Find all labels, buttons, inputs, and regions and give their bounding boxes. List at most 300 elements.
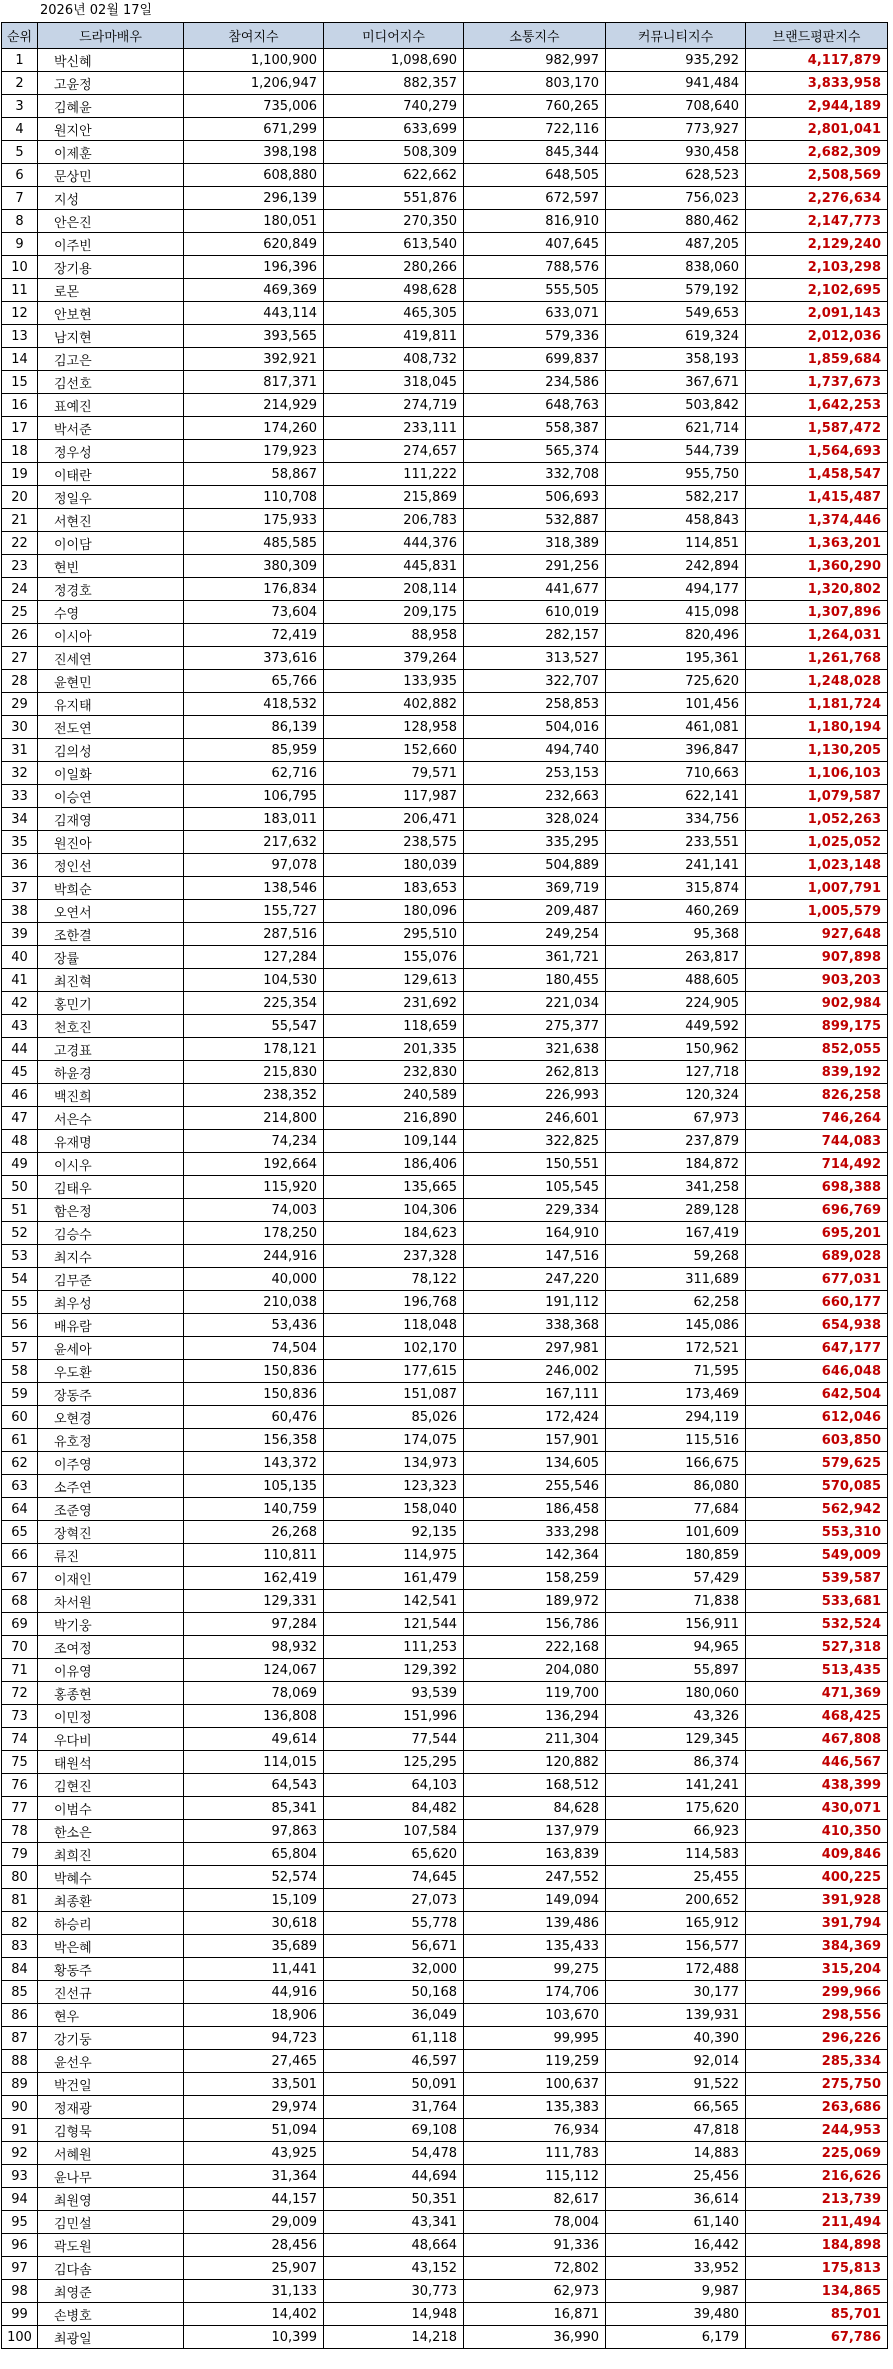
actor-name-cell: 김혜윤 [38,95,184,118]
community-cell: 195,361 [606,647,746,670]
rank-cell: 45 [2,1061,38,1084]
participation-cell: 392,921 [184,348,324,371]
participation-cell: 1,206,947 [184,72,324,95]
brand-index-cell: 579,625 [746,1452,888,1475]
participation-cell: 127,284 [184,946,324,969]
rank-cell: 49 [2,1153,38,1176]
header-media: 미디어지수 [324,23,464,49]
actor-name-cell: 이시우 [38,1153,184,1176]
ranking-table [1,22,888,2349]
communication-cell: 246,601 [464,1107,606,1130]
community-cell: 101,456 [606,693,746,716]
media-cell: 238,575 [324,831,464,854]
community-cell: 458,843 [606,509,746,532]
community-cell: 180,060 [606,1682,746,1705]
community-cell: 59,268 [606,1245,746,1268]
participation-cell: 105,135 [184,1475,324,1498]
participation-cell: 62,716 [184,762,324,785]
community-cell: 36,614 [606,2188,746,2211]
media-cell: 445,831 [324,555,464,578]
brand-index-cell: 1,180,194 [746,716,888,739]
participation-cell: 210,038 [184,1291,324,1314]
brand-index-cell: 315,204 [746,1958,888,1981]
participation-cell: 143,372 [184,1452,324,1475]
media-cell: 158,040 [324,1498,464,1521]
community-cell: 233,551 [606,831,746,854]
participation-cell: 214,800 [184,1107,324,1130]
communication-cell: 157,901 [464,1429,606,1452]
rank-cell: 57 [2,1337,38,1360]
table-row [2,1383,888,1406]
community-cell: 101,609 [606,1521,746,1544]
table-row [2,2027,888,2050]
participation-cell: 150,836 [184,1360,324,1383]
participation-cell: 150,836 [184,1383,324,1406]
table-row [2,417,888,440]
brand-index-cell: 839,192 [746,1061,888,1084]
table-header-row [2,23,888,49]
participation-cell: 138,546 [184,877,324,900]
participation-cell: 55,547 [184,1015,324,1038]
brand-index-cell: 244,953 [746,2119,888,2142]
media-cell: 882,357 [324,72,464,95]
actor-name-cell: 이시아 [38,624,184,647]
brand-index-cell: 570,085 [746,1475,888,1498]
participation-cell: 225,354 [184,992,324,1015]
rank-cell: 67 [2,1567,38,1590]
table-row [2,2073,888,2096]
table-row [2,440,888,463]
table-row [2,1337,888,1360]
table-row [2,1567,888,1590]
actor-name-cell: 고윤정 [38,72,184,95]
communication-cell: 119,700 [464,1682,606,1705]
rank-cell: 30 [2,716,38,739]
community-cell: 9,987 [606,2280,746,2303]
table-row [2,2004,888,2027]
community-cell: 172,521 [606,1337,746,1360]
participation-cell: 115,920 [184,1176,324,1199]
brand-index-cell: 467,808 [746,1728,888,1751]
media-cell: 206,471 [324,808,464,831]
brand-index-cell: 539,587 [746,1567,888,1590]
table-row [2,1659,888,1682]
participation-cell: 31,133 [184,2280,324,2303]
media-cell: 55,778 [324,1912,464,1935]
media-cell: 44,694 [324,2165,464,2188]
brand-index-cell: 1,737,673 [746,371,888,394]
participation-cell: 85,341 [184,1797,324,1820]
actor-name-cell: 박은혜 [38,1935,184,1958]
header-rank: 순위 [2,23,38,49]
communication-cell: 76,934 [464,2119,606,2142]
communication-cell: 209,487 [464,900,606,923]
communication-cell: 504,889 [464,854,606,877]
actor-name-cell: 유호정 [38,1429,184,1452]
table-row [2,1705,888,1728]
media-cell: 27,073 [324,1889,464,1912]
table-row [2,2188,888,2211]
communication-cell: 494,740 [464,739,606,762]
rank-cell: 3 [2,95,38,118]
community-cell: 955,750 [606,463,746,486]
media-cell: 177,615 [324,1360,464,1383]
rank-cell: 37 [2,877,38,900]
community-cell: 935,292 [606,49,746,72]
rank-cell: 60 [2,1406,38,1429]
community-cell: 6,179 [606,2326,746,2349]
table-row [2,1176,888,1199]
brand-index-cell: 660,177 [746,1291,888,1314]
media-cell: 31,764 [324,2096,464,2119]
participation-cell: 10,399 [184,2326,324,2349]
actor-name-cell: 김형묵 [38,2119,184,2142]
communication-cell: 99,275 [464,1958,606,1981]
media-cell: 274,657 [324,440,464,463]
communication-cell: 135,433 [464,1935,606,1958]
community-cell: 241,141 [606,854,746,877]
media-cell: 64,103 [324,1774,464,1797]
table-date: 2026년 02월 17일 [40,3,153,18]
participation-cell: 104,530 [184,969,324,992]
actor-name-cell: 하승리 [38,1912,184,1935]
communication-cell: 579,336 [464,325,606,348]
community-cell: 25,456 [606,2165,746,2188]
participation-cell: 64,543 [184,1774,324,1797]
header-actor: 드라마배우 [38,23,184,49]
table-row [2,670,888,693]
actor-name-cell: 로몬 [38,279,184,302]
actor-name-cell: 최광일 [38,2326,184,2349]
rank-cell: 25 [2,601,38,624]
media-cell: 79,571 [324,762,464,785]
media-cell: 133,935 [324,670,464,693]
community-cell: 173,469 [606,1383,746,1406]
brand-index-cell: 744,083 [746,1130,888,1153]
brand-index-cell: 612,046 [746,1406,888,1429]
communication-cell: 258,853 [464,693,606,716]
actor-name-cell: 박서준 [38,417,184,440]
brand-index-cell: 2,012,036 [746,325,888,348]
actor-name-cell: 소주연 [38,1475,184,1498]
participation-cell: 44,916 [184,1981,324,2004]
media-cell: 402,882 [324,693,464,716]
community-cell: 16,442 [606,2234,746,2257]
community-cell: 94,965 [606,1636,746,1659]
rank-cell: 58 [2,1360,38,1383]
communication-cell: 803,170 [464,72,606,95]
brand-index-cell: 1,007,791 [746,877,888,900]
actor-name-cell: 조한결 [38,923,184,946]
rank-cell: 46 [2,1084,38,1107]
communication-cell: 82,617 [464,2188,606,2211]
communication-cell: 119,259 [464,2050,606,2073]
brand-index-cell: 67,786 [746,2326,888,2349]
table-row [2,578,888,601]
brand-index-cell: 1,052,263 [746,808,888,831]
communication-cell: 234,586 [464,371,606,394]
brand-index-cell: 746,264 [746,1107,888,1130]
communication-cell: 137,979 [464,1820,606,1843]
media-cell: 50,351 [324,2188,464,2211]
media-cell: 93,539 [324,1682,464,1705]
table-row [2,279,888,302]
community-cell: 77,684 [606,1498,746,1521]
participation-cell: 97,863 [184,1820,324,1843]
media-cell: 151,087 [324,1383,464,1406]
table-row [2,1245,888,1268]
brand-index-cell: 298,556 [746,2004,888,2027]
table-row [2,532,888,555]
brand-index-cell: 184,898 [746,2234,888,2257]
community-cell: 114,583 [606,1843,746,1866]
actor-name-cell: 정인선 [38,854,184,877]
actor-name-cell: 정우성 [38,440,184,463]
communication-cell: 168,512 [464,1774,606,1797]
actor-name-cell: 현빈 [38,555,184,578]
rank-cell: 9 [2,233,38,256]
rank-cell: 20 [2,486,38,509]
table-row [2,1935,888,1958]
actor-name-cell: 한소은 [38,1820,184,1843]
participation-cell: 178,121 [184,1038,324,1061]
brand-index-cell: 2,091,143 [746,302,888,325]
rank-cell: 31 [2,739,38,762]
community-cell: 628,523 [606,164,746,187]
participation-cell: 60,476 [184,1406,324,1429]
table-row [2,923,888,946]
actor-name-cell: 홍종현 [38,1682,184,1705]
communication-cell: 134,605 [464,1452,606,1475]
rank-cell: 22 [2,532,38,555]
table-row [2,1889,888,1912]
brand-index-cell: 1,264,031 [746,624,888,647]
media-cell: 151,996 [324,1705,464,1728]
table-row [2,808,888,831]
actor-name-cell: 장혁진 [38,1521,184,1544]
table-row [2,624,888,647]
media-cell: 295,510 [324,923,464,946]
media-cell: 69,108 [324,2119,464,2142]
community-cell: 549,653 [606,302,746,325]
actor-name-cell: 남지현 [38,325,184,348]
media-cell: 208,114 [324,578,464,601]
rank-cell: 74 [2,1728,38,1751]
brand-index-cell: 410,350 [746,1820,888,1843]
communication-cell: 407,645 [464,233,606,256]
rank-cell: 23 [2,555,38,578]
table-row [2,2165,888,2188]
communication-cell: 699,837 [464,348,606,371]
participation-cell: 380,309 [184,555,324,578]
communication-cell: 211,304 [464,1728,606,1751]
media-cell: 152,660 [324,739,464,762]
participation-cell: 11,441 [184,1958,324,1981]
community-cell: 294,119 [606,1406,746,1429]
rank-cell: 14 [2,348,38,371]
brand-index-cell: 1,261,768 [746,647,888,670]
table-row [2,1268,888,1291]
participation-cell: 373,616 [184,647,324,670]
community-cell: 838,060 [606,256,746,279]
brand-index-cell: 1,458,547 [746,463,888,486]
rank-cell: 42 [2,992,38,1015]
participation-cell: 671,299 [184,118,324,141]
community-cell: 172,488 [606,1958,746,1981]
brand-index-cell: 430,071 [746,1797,888,1820]
actor-name-cell: 천호진 [38,1015,184,1038]
participation-cell: 35,689 [184,1935,324,1958]
rank-cell: 61 [2,1429,38,1452]
rank-cell: 89 [2,2073,38,2096]
community-cell: 334,756 [606,808,746,831]
actor-name-cell: 배유람 [38,1314,184,1337]
community-cell: 165,912 [606,1912,746,1935]
actor-name-cell: 최우성 [38,1291,184,1314]
rank-cell: 98 [2,2280,38,2303]
participation-cell: 817,371 [184,371,324,394]
communication-cell: 332,708 [464,463,606,486]
actor-name-cell: 황동주 [38,1958,184,1981]
rank-cell: 40 [2,946,38,969]
table-row [2,1291,888,1314]
table-row [2,1728,888,1751]
community-cell: 114,851 [606,532,746,555]
rank-cell: 65 [2,1521,38,1544]
participation-cell: 53,436 [184,1314,324,1337]
community-cell: 14,883 [606,2142,746,2165]
actor-name-cell: 이주영 [38,1452,184,1475]
rank-cell: 26 [2,624,38,647]
actor-name-cell: 장률 [38,946,184,969]
communication-cell: 291,256 [464,555,606,578]
table-row [2,1682,888,1705]
media-cell: 129,613 [324,969,464,992]
brand-index-cell: 400,225 [746,1866,888,1889]
actor-name-cell: 조준영 [38,1498,184,1521]
table-row [2,509,888,532]
brand-index-cell: 1,106,103 [746,762,888,785]
actor-name-cell: 이태란 [38,463,184,486]
actor-name-cell: 장동주 [38,1383,184,1406]
community-cell: 494,177 [606,578,746,601]
communication-cell: 313,527 [464,647,606,670]
table-row [2,1843,888,1866]
brand-index-cell: 471,369 [746,1682,888,1705]
rank-cell: 2 [2,72,38,95]
communication-cell: 91,336 [464,2234,606,2257]
actor-name-cell: 김의성 [38,739,184,762]
brand-index-cell: 553,310 [746,1521,888,1544]
actor-name-cell: 오현경 [38,1406,184,1429]
brand-index-cell: 2,129,240 [746,233,888,256]
community-cell: 150,962 [606,1038,746,1061]
communication-cell: 36,990 [464,2326,606,2349]
participation-cell: 176,834 [184,578,324,601]
table-row [2,2303,888,2326]
participation-cell: 51,094 [184,2119,324,2142]
actor-name-cell: 박희순 [38,877,184,900]
community-cell: 40,390 [606,2027,746,2050]
table-row [2,141,888,164]
communication-cell: 115,112 [464,2165,606,2188]
actor-name-cell: 지성 [38,187,184,210]
participation-cell: 15,109 [184,1889,324,1912]
community-cell: 39,480 [606,2303,746,2326]
community-cell: 139,931 [606,2004,746,2027]
media-cell: 128,958 [324,716,464,739]
participation-cell: 485,585 [184,532,324,555]
actor-name-cell: 박기웅 [38,1613,184,1636]
community-cell: 156,911 [606,1613,746,1636]
media-cell: 43,152 [324,2257,464,2280]
communication-cell: 103,670 [464,2004,606,2027]
community-cell: 66,923 [606,1820,746,1843]
actor-name-cell: 최원영 [38,2188,184,2211]
table-row [2,394,888,417]
community-cell: 621,714 [606,417,746,440]
table-row [2,1544,888,1567]
table-row [2,1015,888,1038]
brand-index-cell: 907,898 [746,946,888,969]
community-cell: 91,522 [606,2073,746,2096]
actor-name-cell: 최진혁 [38,969,184,992]
actor-name-cell: 표예진 [38,394,184,417]
rank-cell: 80 [2,1866,38,1889]
community-cell: 67,973 [606,1107,746,1130]
actor-name-cell: 김현진 [38,1774,184,1797]
brand-index-cell: 677,031 [746,1268,888,1291]
communication-cell: 164,910 [464,1222,606,1245]
actor-name-cell: 김민설 [38,2211,184,2234]
table-row [2,486,888,509]
communication-cell: 610,019 [464,601,606,624]
participation-cell: 156,358 [184,1429,324,1452]
communication-cell: 982,997 [464,49,606,72]
communication-cell: 249,254 [464,923,606,946]
rank-cell: 29 [2,693,38,716]
table-row [2,72,888,95]
participation-cell: 129,331 [184,1590,324,1613]
actor-name-cell: 오연서 [38,900,184,923]
communication-cell: 78,004 [464,2211,606,2234]
actor-name-cell: 이유영 [38,1659,184,1682]
rank-cell: 63 [2,1475,38,1498]
media-cell: 54,478 [324,2142,464,2165]
table-row [2,325,888,348]
brand-index-cell: 1,079,587 [746,785,888,808]
communication-cell: 322,825 [464,1130,606,1153]
brand-index-cell: 2,801,041 [746,118,888,141]
community-cell: 820,496 [606,624,746,647]
community-cell: 725,620 [606,670,746,693]
media-cell: 206,783 [324,509,464,532]
table-row [2,1636,888,1659]
media-cell: 184,623 [324,1222,464,1245]
media-cell: 36,049 [324,2004,464,2027]
brand-index-cell: 902,984 [746,992,888,1015]
media-cell: 74,645 [324,1866,464,1889]
community-cell: 460,269 [606,900,746,923]
table-row [2,1107,888,1130]
brand-index-cell: 654,938 [746,1314,888,1337]
table-row [2,831,888,854]
rank-cell: 96 [2,2234,38,2257]
table-row [2,1084,888,1107]
table-row [2,187,888,210]
rank-cell: 27 [2,647,38,670]
communication-cell: 150,551 [464,1153,606,1176]
